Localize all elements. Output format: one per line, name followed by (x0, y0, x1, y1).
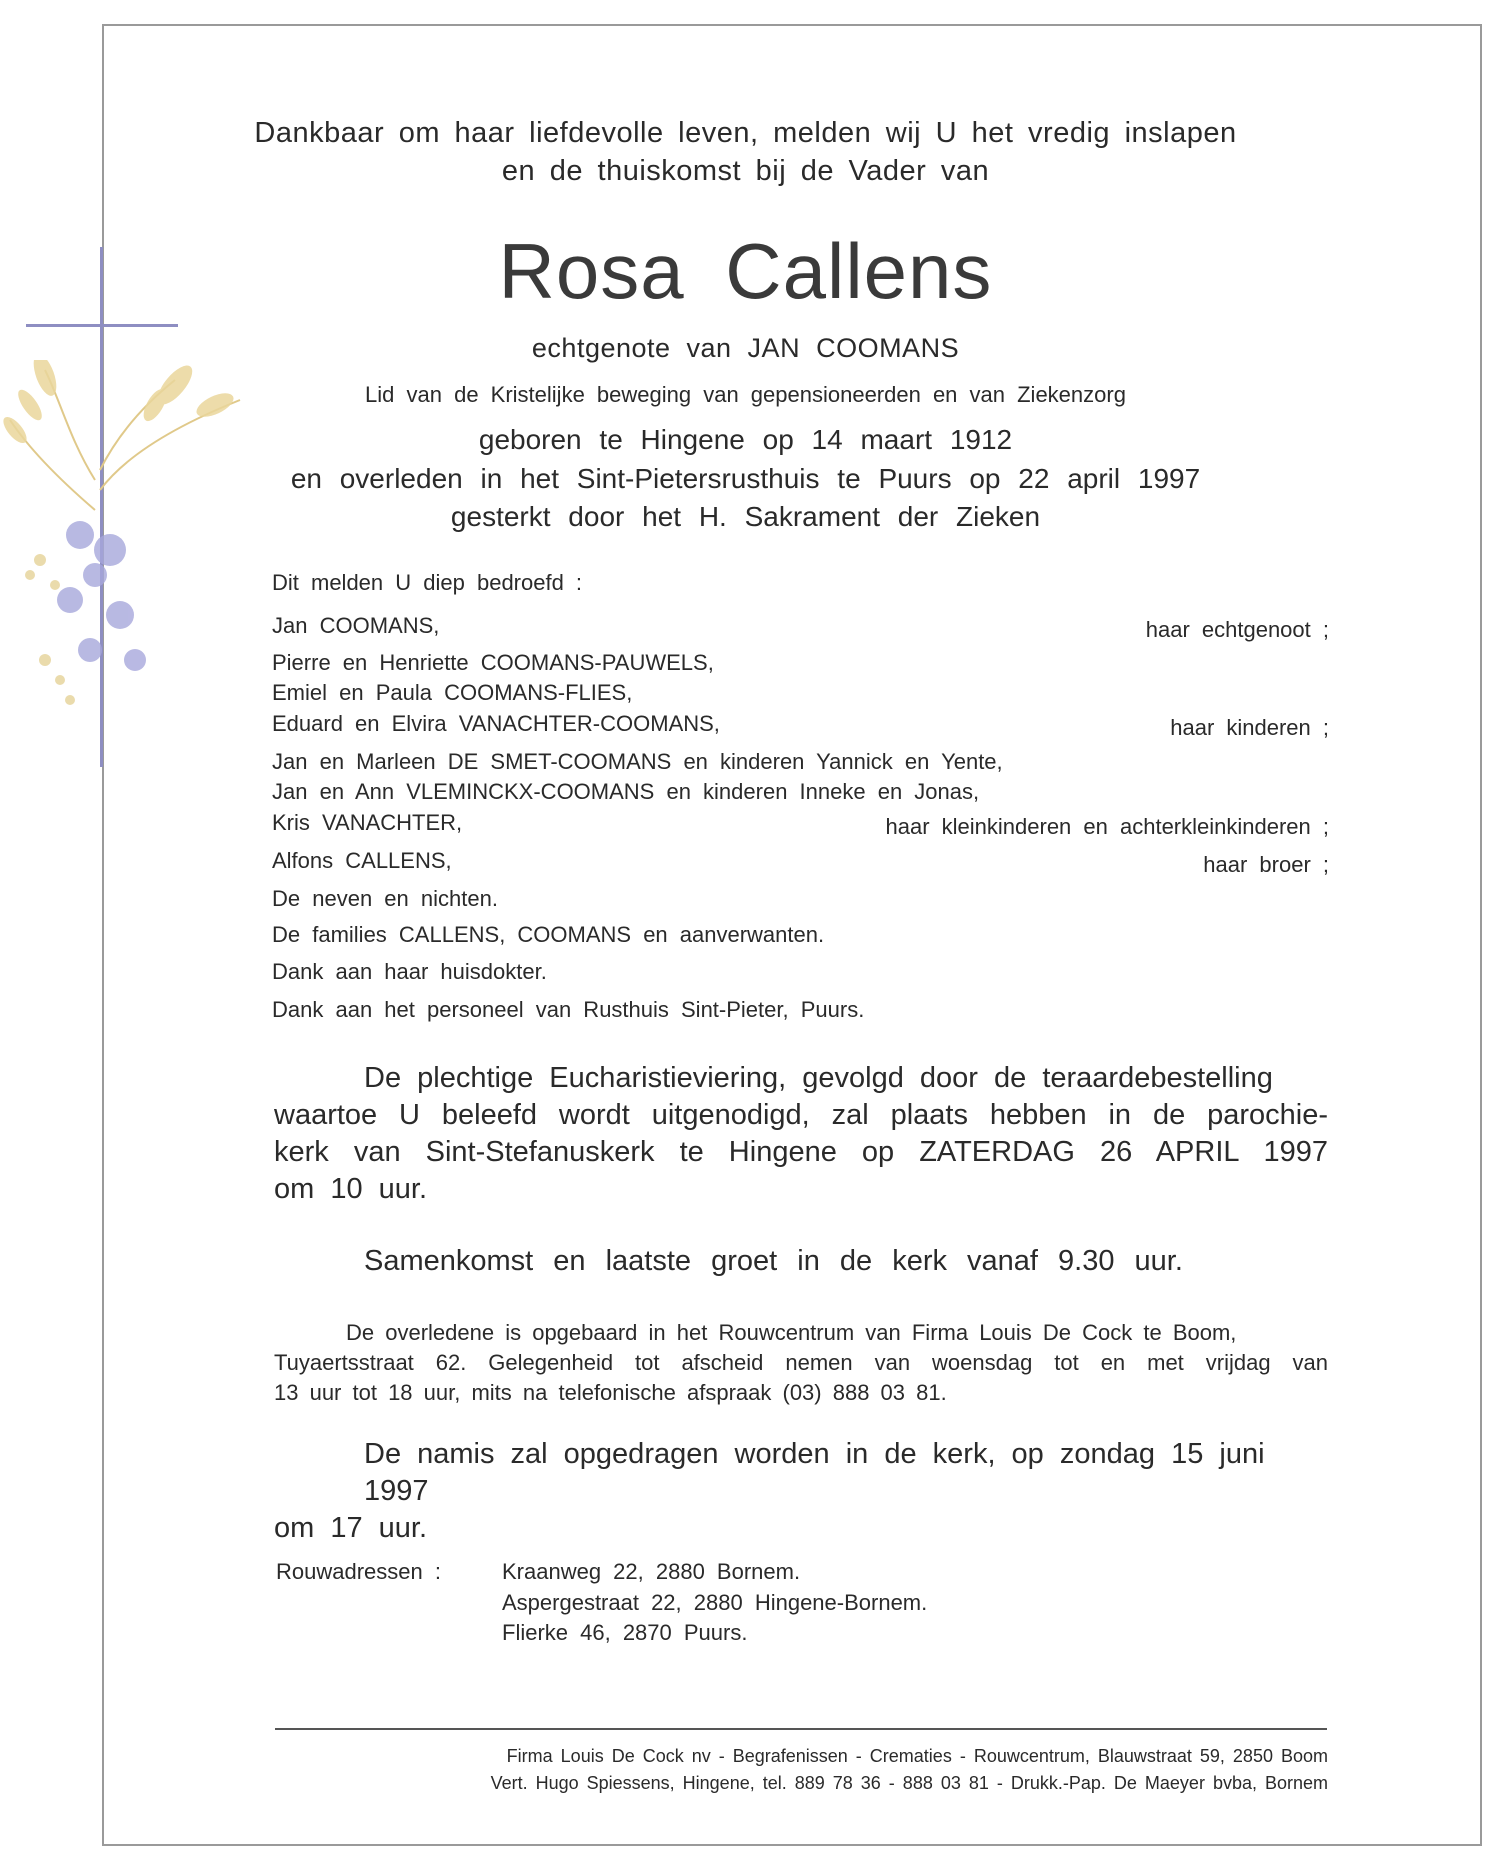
footer-line-2: Vert. Hugo Spiessens, Hingene, tel. 889 78 36 - 888 03 81 - Drukk.-Pap. De Maeyer bvba, Bornem (490, 1773, 1328, 1793)
family-grandchildren-role: haar kleinkinderen en achterkleinkinderen ; (885, 814, 1329, 839)
sacrament-line: gesterkt door het H. Sakrament der Zieken (450, 501, 1041, 532)
address-3: Flierke 46, 2870 Puurs. (502, 1620, 748, 1645)
family-families: De families CALLENS, COOMANS en aanverwanten. (272, 922, 825, 947)
ceremony-line-2: waartoe U beleefd wordt uitgenodigd, zal plaats hebben in de parochie- (274, 1099, 1328, 1131)
family-children-role: haar kinderen ; (1170, 715, 1329, 740)
deceased-name: Rosa Callens (498, 227, 993, 315)
addresses-label: Rouwadressen : (276, 1559, 441, 1584)
gathering-line: Samenkomst en laatste groet in de kerk vanaf 9.30 uur. (364, 1245, 1183, 1277)
ceremony-paragraph (274, 1060, 1328, 1208)
family-child-1: Pierre en Henriette COOMANS-PAUWELS, (272, 650, 714, 675)
viewing-line-3: 13 uur tot 18 uur, mits na telefonische afspraak (03) 888 03 81. (274, 1380, 947, 1405)
thanks-staff: Dank aan het personeel van Rusthuis Sint-Pieter, Puurs. (272, 997, 865, 1022)
requiem-line-1: De namis zal opgedragen worden in de kerk, op zondag 15 juni 1997 (364, 1438, 1265, 1507)
family-child-2: Emiel en Paula COOMANS-FLIES, (272, 680, 633, 705)
ceremony-line-4: om 10 uur. (274, 1173, 428, 1205)
intro-line-2: en de thuiskomst bij de Vader van (501, 155, 990, 187)
family-intro: Dit melden U diep bedroefd : (272, 570, 583, 595)
membership-line: Lid van de Kristelijke beweging van gepensioneerden en van Ziekenzorg (365, 382, 1126, 407)
family-grandchild-1: Jan en Marleen DE SMET-COOMANS en kinderen Yannick en Yente, (272, 749, 1003, 774)
family-grandchild-3: Kris VANACHTER, (272, 810, 463, 835)
viewing-line-2: Tuyaertsstraat 62. Gelegenheid tot afscheid nemen van woensdag tot en met vrijdag van (274, 1350, 1328, 1375)
family-brother-role: haar broer ; (1203, 852, 1329, 877)
ceremony-line-3: kerk van Sint-Stefanuskerk te Hingene op ZATERDAG 26 APRIL 1997 (274, 1136, 1328, 1168)
viewing-line-1: De overledene is opgebaard in het Rouwcentrum van Firma Louis De Cock te Boom, (346, 1320, 1237, 1345)
requiem-paragraph (274, 1436, 1328, 1547)
requiem-line-2: om 17 uur. (274, 1512, 428, 1544)
family-brother: Alfons CALLENS, (272, 848, 452, 873)
intro-line-1: Dankbaar om haar liefdevolle leven, melden wij U het vredig inslapen (254, 117, 1237, 149)
viewing-paragraph (274, 1318, 1328, 1408)
died-line: en overleden in het Sint-Pietersrusthuis te Puurs op 22 april 1997 (290, 463, 1201, 494)
family-nephews: De neven en nichten. (272, 886, 498, 911)
address-2: Aspergestraat 22, 2880 Hingene-Bornem. (502, 1590, 928, 1615)
footer-divider (275, 1728, 1327, 1730)
family-spouse-role: haar echtgenoot ; (1145, 617, 1329, 642)
family-child-3: Eduard en Elvira VANACHTER-COOMANS, (272, 711, 720, 736)
family-grandchild-2: Jan en Ann VLEMINCKX-COOMANS en kinderen Inneke en Jonas, (272, 779, 980, 804)
wheat-and-flowers-icon (0, 360, 260, 760)
born-line: geboren te Hingene op 14 maart 1912 (478, 424, 1013, 455)
footer-line-1: Firma Louis De Cock nv - Begrafenissen - Crematies - Rouwcentrum, Blauwstraat 59, 2850 Boom (506, 1746, 1328, 1766)
cross-icon-horizontal (26, 324, 178, 327)
spouse-line: echtgenote van JAN COOMANS (531, 333, 960, 363)
thanks-doctor: Dank aan haar huisdokter. (272, 959, 547, 984)
address-1: Kraanweg 22, 2880 Bornem. (502, 1559, 801, 1584)
family-spouse: Jan COOMANS, (272, 613, 440, 638)
ceremony-line-1: De plechtige Eucharistieviering, gevolgd door de teraardebestelling (364, 1062, 1273, 1094)
